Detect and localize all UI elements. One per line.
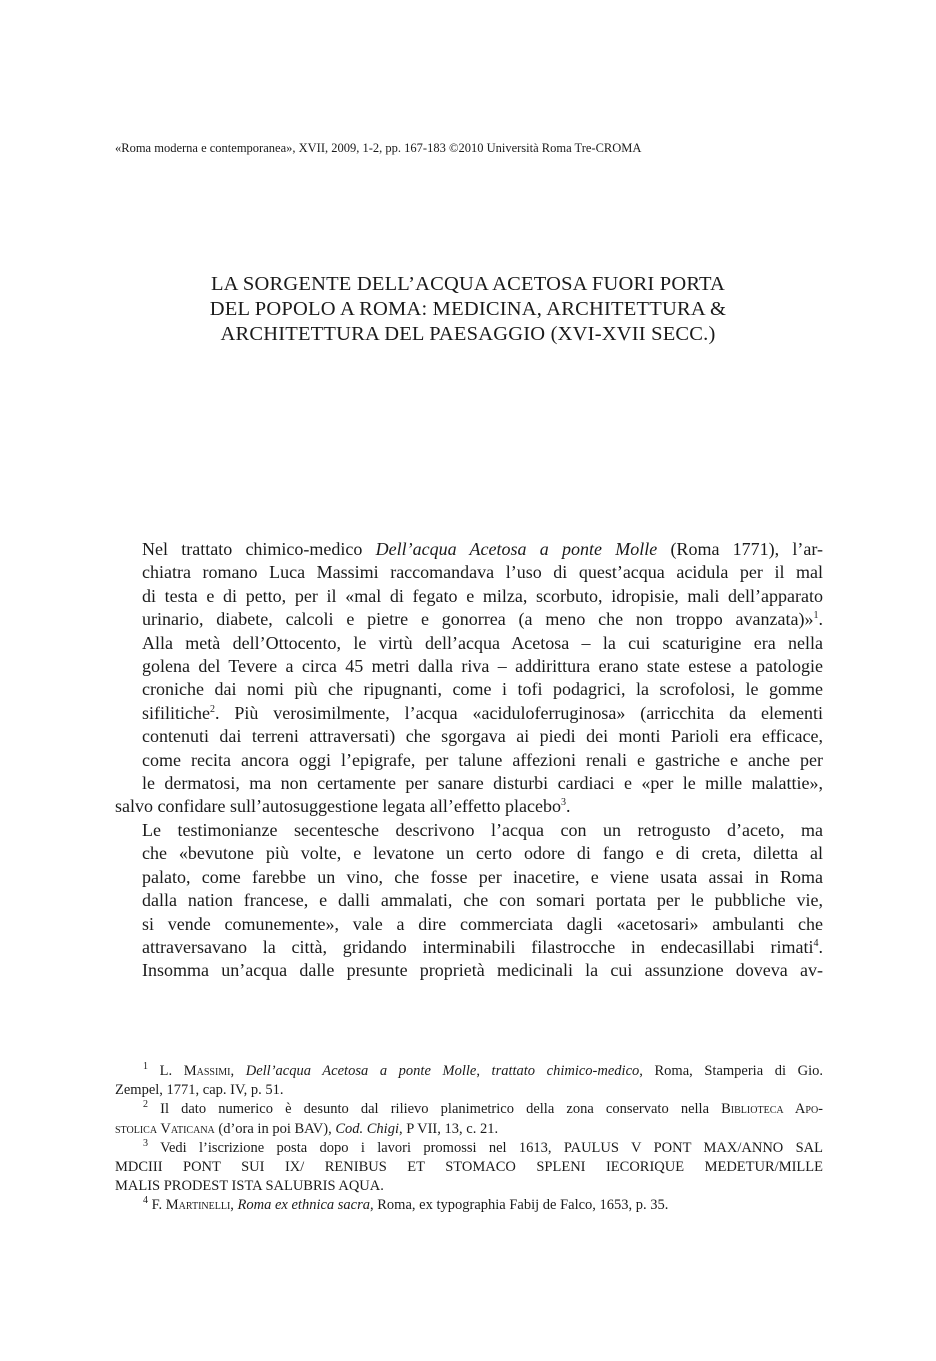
text-line: Alla metà dell’Ottocento, le virtù dell’acqua Acetosa – la cui scaturigine era nella — [142, 632, 823, 653]
footnote-2: $^2$ Il dato numerico è desunto dal rilievo planimetrico della zona conservato nella Biblioteca Apo- stolica Vaticana (d’ora in poi BAV), Cod. Chigi, P VII, 13, c. 21. — [115, 1099, 823, 1137]
footnote-ref-3[interactable]: 3 — [561, 797, 567, 809]
text-line: le dermatosi, ma non certamente per sanare disturbi cardiaci e «per le mille malattie», — [142, 773, 823, 794]
footnote-ref-2[interactable]: 2 — [209, 703, 215, 715]
text-line: si vende comunemente», vale a dire commerciata dagli «acetosari» ambulanti che — [142, 913, 823, 934]
text-line: che «bevutone più volte, e levatone un certo odore di fango e di creta, diletta al — [142, 843, 823, 864]
text-line: Nel trattato chimico-medico Dell’acqua Acetosa a ponte Molle (Roma 1771), l’ar- — [142, 539, 824, 559]
journal-citation: «Roma moderna e contemporanea», XVII, 2009, 1-2, pp. 167-183 ©2010 Università Roma Tre-CROMA — [115, 141, 642, 155]
footnote-4: $^4$ F. Martinelli, Roma ex ethnica sacra, Roma, ex typographia Fabij de Falco, 1653, p. 35. — [143, 1195, 669, 1214]
paragraph-2 — [115, 819, 823, 983]
footnote-3: $^3$ Vedi l’iscrizione posta dopo i lavori promossi nel 1613, PAULUS V PONT MAX/ANNO SAL MDCIII PONT SUI IX/ RENIBUS ET STOMACO SPLENI IECORIQUE MEDETUR/MILLE MALIS PRODEST ISTA SALUBRIS AQUA. — [115, 1137, 823, 1195]
title-line-3: ARCHITETTURA DEL PAESAGGIO (XVI-XVII SECC.) — [220, 323, 716, 345]
text-line: attraversavano la città, gridando interminabili filastrocche in endecasillabi rimati$^4$. — [142, 936, 823, 957]
text-line: salvo confidare sull’autosuggestione legata all’effetto placebo$^3$. — [115, 796, 571, 817]
text-line: come recita ancora oggi l’epigrafe, per talune affezioni renali e gastriche e anche per — [142, 749, 823, 770]
text-line: dalla nation francese, e dalli ammalati, che con somari portata per le pubbliche vie, — [142, 890, 823, 911]
text-line: croniche dai nomi più che ripugnanti, come i tofi podagrici, la scrofolosi, le gomme — [142, 679, 823, 700]
text-line: sifilitiche$^2$. Più verosimilmente, l’acqua «aciduloferruginosa» (arricchita da elementi — [142, 702, 823, 723]
body-text — [115, 538, 823, 983]
paragraph-1 — [115, 538, 823, 819]
footnote-1: $^1$ L. Massimi, Dell’acqua Acetosa a ponte Molle, trattato chimico-medico, Roma, Stamperia di Gio. Zempel, 1771, cap. IV, p. 51. — [115, 1061, 824, 1099]
footnote-ref-1[interactable]: 1 — [813, 610, 819, 622]
text-line: urinario, diabete, calcoli e pietre e gonorrea (a meno che non troppo avanzata)»$^1$. — [142, 609, 823, 630]
title-line-2: DEL POPOLO A ROMA: MEDICINA, ARCHITETTURA & — [209, 298, 727, 320]
text-line: contenuti dai terreni attraversati) che sgorgava ai piedi dei monti Parioli era efficace, — [142, 726, 823, 747]
text-line: chiatra romano Luca Massimi raccomandava l’uso di quest’acqua acidula per il mal — [142, 562, 823, 583]
footnotes — [115, 1062, 823, 1216]
text-line: Le testimonianze secentesche descrivono l’acqua con un retrogusto d’aceto, ma — [142, 819, 823, 840]
footnote-ref-4[interactable]: 4 — [813, 937, 819, 949]
text-line: palato, come farebbe un vino, che fosse per inacetire, e viene usata assai in Roma — [142, 866, 823, 887]
title-line-1: LA SORGENTE DELL’ACQUA ACETOSA FUORI PORTA — [210, 273, 726, 295]
article-title — [115, 272, 821, 347]
text-line: di testa e di petto, per il «mal di fegato e milza, scorbuto, idropisie, mali dell’apparato — [142, 585, 823, 606]
work-title: Dell’acqua Acetosa a ponte Molle — [375, 539, 658, 559]
text-line: golena del Tevere a circa 45 metri dalla riva – addirittura erano state estese a patologie — [142, 656, 823, 677]
text-line: Insomma un’acqua dalle presunte proprietà medicinali la cui assunzione doveva av- — [142, 960, 823, 981]
